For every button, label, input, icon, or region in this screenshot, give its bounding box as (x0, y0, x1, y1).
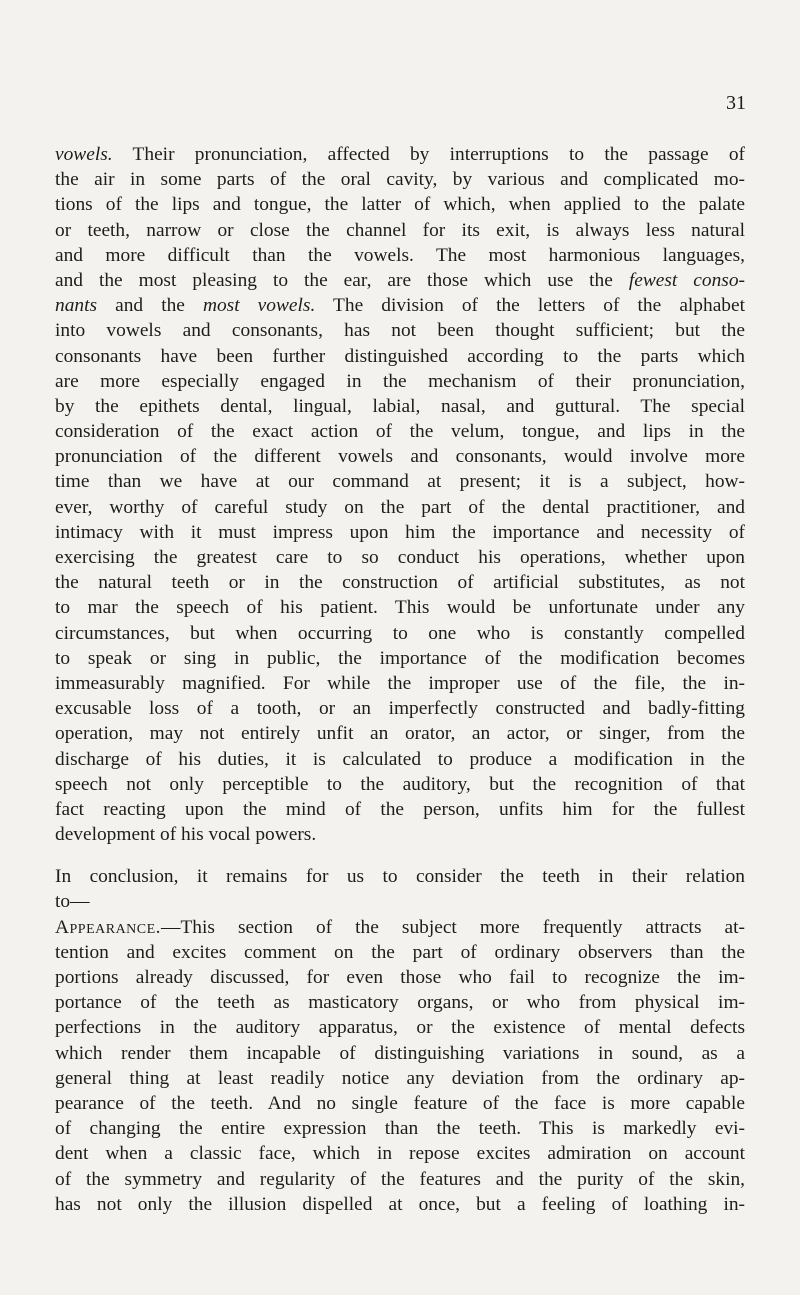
emphasis-text: most vowels. (202, 295, 316, 317)
text-line (55, 747, 745, 772)
emphasis-text: nants (55, 295, 98, 317)
text-line: tention and excites comment on the part of ordinary observers than the (55, 941, 745, 963)
line-text: —This section of the subject more frequently attracts at- (161, 916, 745, 938)
text-line (55, 545, 745, 570)
emphasis-text: vowels. (55, 144, 113, 165)
line-text: are more especially engaged in the mechanism of their pronunciation, (55, 370, 745, 392)
text-line (55, 520, 745, 545)
text-line: which render them incapable of distinguishing variations in sound, as a (55, 1042, 745, 1064)
line-text: to mar the speech of his patient. This would be unfortunate under any (55, 597, 745, 619)
paragraph-appearance (55, 915, 745, 1217)
text-line (55, 621, 745, 646)
line-text: circumstances, but when occurring to one who is constantly compelled (55, 622, 745, 644)
line-text: to speak or sing in public, the importance of the modification becomes (55, 647, 745, 669)
text-line (55, 797, 745, 822)
line-text: excusable loss of a tooth, or an imperfectly constructed and badly-fitting (55, 698, 745, 720)
text-line (55, 318, 745, 343)
line-text: and more difficult than the vowels. The most harmonious languages, (55, 244, 745, 266)
text-line (55, 469, 745, 494)
line-text: Their pronunciation, affected by interruptions to the passage of (112, 144, 745, 165)
line-text: into vowels and consonants, has not been thought sufficient; but the (55, 320, 745, 342)
text-line (55, 192, 745, 217)
line-text: consideration of the exact action of the velum, tongue, and lips in the (55, 421, 745, 443)
text-line (55, 772, 745, 797)
text-line (55, 444, 745, 469)
text-line (55, 646, 745, 671)
text-line (55, 142, 745, 167)
text-line (55, 822, 745, 847)
text-line: of the symmetry and regularity of the features and the purity of the skin, (55, 1168, 745, 1190)
text-line (55, 419, 745, 444)
line-text: speech not only perceptible to the auditory, but the recognition of that (55, 773, 745, 795)
text-line (55, 293, 745, 318)
text-line (55, 595, 745, 620)
line-text: exercising the greatest care to so conduct his operations, whether upon (55, 547, 745, 568)
text-line (55, 495, 745, 520)
text-line (55, 721, 745, 746)
line-text: operation, may not entirely unfit an orator, an actor, or singer, from the (55, 723, 745, 745)
line-text: The division of the letters of the alphabet (315, 295, 745, 317)
text-line (55, 696, 745, 721)
text-line (55, 218, 745, 243)
text-line (55, 671, 745, 696)
line-text: the natural teeth or in the construction of artificial substitutes, as not (55, 572, 745, 594)
line-text: ever, worthy of careful study on the part of the dental practitioner, and (55, 496, 745, 518)
text-line: to— (55, 891, 90, 913)
line-text: immeasurably magnified. For while the improper use of the file, the in- (55, 672, 745, 694)
line-text: tions of the lips and tongue, the latter of which, when applied to the palate (55, 194, 745, 216)
text-line: In conclusion, it remains for us to consider the teeth in their relation (55, 866, 745, 888)
line-text: or teeth, narrow or close the channel for its exit, is always less natural (55, 219, 745, 241)
paragraph-speech-consonants (55, 142, 745, 847)
line-text: pronunciation of the different vowels and consonants, would involve more (55, 446, 745, 468)
text-line: pearance of the teeth. And no single feature of the face is more capable (55, 1092, 745, 1114)
page-body (55, 142, 745, 1217)
text-line (55, 369, 745, 394)
text-line (55, 268, 745, 293)
line-text: consonants have been further distinguished according to the parts which (55, 345, 745, 367)
line-text: by the epithets dental, lingual, labial, nasal, and guttural. The special (55, 395, 745, 417)
text-line (55, 570, 745, 595)
line-text: fact reacting upon the mind of the person, unfits him for the fullest (55, 798, 745, 820)
text-line: dent when a classic face, which in repose excites admiration on account (55, 1143, 745, 1165)
paragraph-gap (55, 847, 745, 864)
text-line: portions already discussed, for even those who fail to recognize the im- (55, 967, 745, 988)
line-text: time than we have at our command at present; it is a subject, how- (55, 471, 745, 493)
text-line: perfections in the auditory apparatus, or the existence of mental defects (55, 1017, 745, 1039)
line-text: discharge of his duties, it is calculated to produce a modification in the (55, 748, 745, 770)
text-line (55, 394, 745, 419)
line-text: and the most pleasing to the ear, are those which use the (55, 269, 629, 291)
text-line: general thing at least readily notice any deviation from the ordinary ap- (55, 1067, 745, 1089)
text-line (55, 915, 745, 940)
page-number: 31 (726, 92, 746, 114)
paragraph-conclusion (55, 864, 745, 914)
text-line: of changing the entire expression than the teeth. This is markedly evi- (55, 1118, 745, 1140)
text-line (55, 344, 745, 369)
line-text: intimacy with it must impress upon him the importance and necessity of (55, 521, 745, 543)
line-text: the air in some parts of the oral cavity, by various and complicated mo- (55, 169, 745, 191)
text-line (55, 167, 745, 192)
line-text: and the (97, 295, 203, 317)
text-line: portance of the teeth as masticatory organs, or who from physical im- (55, 992, 745, 1014)
text-line: has not only the illusion dispelled at once, but a feeling of loathing in- (55, 1193, 745, 1215)
line-text: development of his vocal powers. (55, 824, 317, 846)
section-heading: Appearance. (55, 916, 162, 938)
text-line (55, 243, 745, 268)
emphasis-text: fewest conso- (628, 269, 745, 291)
